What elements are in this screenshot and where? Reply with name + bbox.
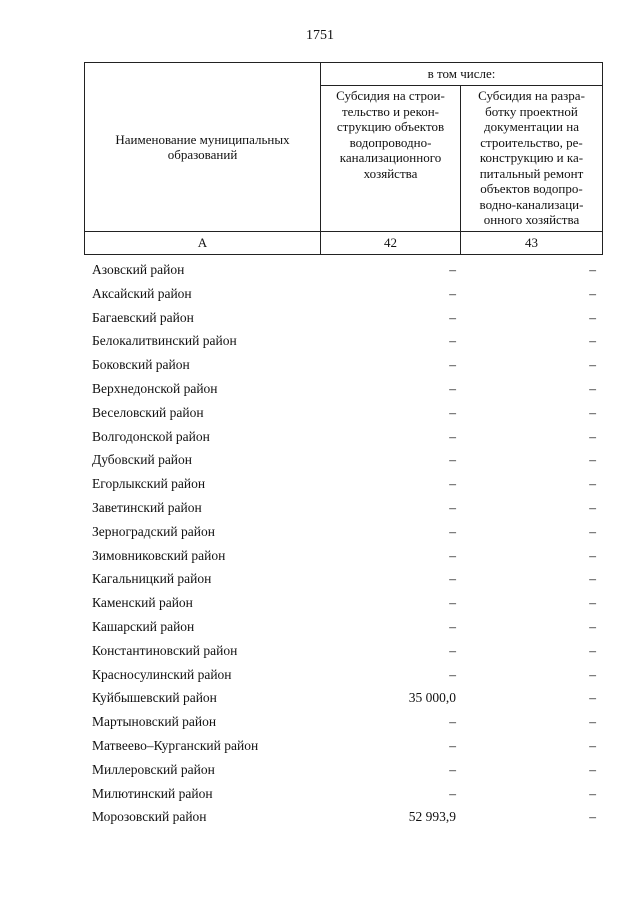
municipality-name: Кагальницкий район <box>92 571 212 587</box>
col1-line: хозяйства <box>363 165 418 181</box>
subsidy-design-value: – <box>589 761 596 777</box>
municipality-name: Верхнедонской район <box>92 380 218 396</box>
subsidy-design-value: – <box>589 737 596 753</box>
column-group-header: в том числе: <box>321 63 603 86</box>
subsidy-construction-value: – <box>449 309 456 325</box>
table-row <box>84 639 602 663</box>
table-row <box>84 710 602 734</box>
municipality-name: Аксайский район <box>92 285 192 301</box>
column-header-col2 <box>461 86 603 232</box>
col2-line: объектов водопро- <box>480 181 583 196</box>
table-row <box>84 448 602 472</box>
column-header-name <box>85 63 321 232</box>
table-header <box>84 62 603 255</box>
index-cell-col2: 43 <box>461 232 603 255</box>
col1-line: канализационного <box>339 150 442 165</box>
table-row <box>84 377 602 401</box>
municipality-name: Азовский район <box>92 262 185 277</box>
table-row <box>84 258 602 282</box>
municipality-name: Каменский район <box>92 595 193 611</box>
subsidy-design-value: – <box>589 618 596 634</box>
subsidy-design-value: – <box>589 452 596 468</box>
subsidy-design-value: – <box>589 262 596 277</box>
municipality-name: Милютинский район <box>92 785 213 801</box>
table-row <box>84 544 602 568</box>
municipality-name: Боковский район <box>92 357 190 373</box>
table-row <box>84 591 602 615</box>
municipality-name: Кашарский район <box>92 618 195 634</box>
municipality-name: Заветинский район <box>92 499 202 515</box>
subsidy-design-value: – <box>589 690 596 706</box>
table-row <box>84 615 602 639</box>
subsidy-design-value: – <box>589 357 596 373</box>
subsidy-design-value: – <box>589 642 596 658</box>
table-row <box>84 520 602 544</box>
municipality-name: Зимовниковский район <box>92 547 226 563</box>
subsidy-construction-value: – <box>449 404 456 420</box>
table-row <box>84 734 602 758</box>
municipality-name: Куйбышевский район <box>92 690 217 706</box>
subsidy-design-value: – <box>589 547 596 563</box>
subsidy-design-value: – <box>589 428 596 444</box>
col2-line: строительство, ре- <box>480 134 583 150</box>
table-row <box>84 282 602 306</box>
table-row <box>84 306 602 330</box>
subsidy-design-value: – <box>589 476 596 492</box>
subsidy-construction-value: – <box>449 595 456 611</box>
subsidy-construction-value: – <box>449 785 456 801</box>
col1-line: тельство и рекон- <box>341 103 440 119</box>
municipality-name: Зерноградский район <box>92 523 215 539</box>
column-header-name-text: Наименование муниципальных образований <box>115 131 290 162</box>
municipality-name: Матвеево–Курганский район <box>92 737 259 753</box>
subsidy-construction-value: – <box>449 428 456 444</box>
subsidy-construction-value: – <box>449 547 456 563</box>
subsidy-design-value: – <box>589 523 596 539</box>
subsidy-construction-value: – <box>449 618 456 634</box>
municipality-name: Егорлыкский район <box>92 476 206 492</box>
col1-line: Субсидия на строи- <box>336 88 445 103</box>
municipality-name: Морозовский район <box>92 809 207 825</box>
subsidy-design-value: – <box>589 499 596 515</box>
subsidy-construction-value: – <box>449 737 456 753</box>
subsidy-design-value: – <box>589 285 596 301</box>
subsidy-construction-value: – <box>449 523 456 539</box>
municipality-name: Мартыновский район <box>92 714 217 730</box>
subsidy-design-value: – <box>589 595 596 611</box>
municipality-name: Белокалитвинский район <box>92 333 237 349</box>
municipality-name: Красносулинский район <box>92 666 232 682</box>
subsidy-design-value: – <box>589 404 596 420</box>
subsidy-construction-value: – <box>449 571 456 587</box>
subsidy-construction-value: – <box>449 452 456 468</box>
subsidy-construction-value: – <box>449 714 456 730</box>
subsidy-construction-value: – <box>449 333 456 349</box>
subsidy-design-value: – <box>589 380 596 396</box>
subsidy-construction-value: – <box>449 642 456 658</box>
col1-line: струкцию объектов <box>336 119 445 134</box>
table-row <box>84 472 602 496</box>
col2-line: водно-канализаци- <box>479 196 584 212</box>
column-header-col1 <box>321 86 461 232</box>
table-row <box>84 663 602 687</box>
table-row <box>84 782 602 806</box>
table-row <box>84 425 602 449</box>
subsidy-design-value: – <box>589 309 596 325</box>
subsidy-construction-value: 52 993,9 <box>408 809 456 825</box>
subsidy-design-value: – <box>589 666 596 682</box>
col2-line: ботку проектной <box>485 103 578 119</box>
table-row <box>84 329 602 353</box>
municipality-name: Дубовский район <box>92 452 193 468</box>
table-body <box>84 258 602 829</box>
table-row <box>84 758 602 782</box>
subsidy-construction-value: – <box>449 285 456 301</box>
municipality-name: Багаевский район <box>92 309 194 325</box>
table-row <box>84 567 602 591</box>
subsidy-construction-value: – <box>449 380 456 396</box>
municipality-name: Миллеровский район <box>92 761 215 777</box>
municipality-name: Веселовский район <box>92 404 204 420</box>
subsidy-construction-value: – <box>449 666 456 682</box>
col2-line: питальный ремонт <box>479 165 584 181</box>
table-row <box>84 496 602 520</box>
col1-line: водопроводно- <box>349 134 432 150</box>
subsidy-design-value: – <box>589 333 596 349</box>
subsidy-construction-value: – <box>449 499 456 515</box>
table-row <box>84 686 602 710</box>
subsidy-design-value: – <box>589 809 596 825</box>
index-cell-name: А <box>85 232 321 255</box>
subsidy-construction-value: – <box>449 262 456 277</box>
col2-line: Субсидия на разра- <box>478 88 585 103</box>
municipality-name: Волгодонской район <box>92 428 210 444</box>
col2-line: онного хозяйства <box>483 212 580 227</box>
table-row <box>84 401 602 425</box>
subsidy-design-value: – <box>589 714 596 730</box>
table-row <box>84 805 602 829</box>
page-number: 1751 <box>306 28 334 43</box>
index-cell-col1: 42 <box>321 232 461 255</box>
table-row <box>84 353 602 377</box>
subsidy-construction-value: – <box>449 476 456 492</box>
subsidy-construction-value: 35 000,0 <box>408 690 456 706</box>
subsidy-construction-value: – <box>449 357 456 373</box>
subsidy-design-value: – <box>589 785 596 801</box>
col2-line: конструкцию и ка- <box>479 150 584 165</box>
municipality-name: Константиновский район <box>92 642 238 658</box>
subsidy-construction-value: – <box>449 761 456 777</box>
subsidy-design-value: – <box>589 571 596 587</box>
col2-line: документации на <box>484 119 579 134</box>
